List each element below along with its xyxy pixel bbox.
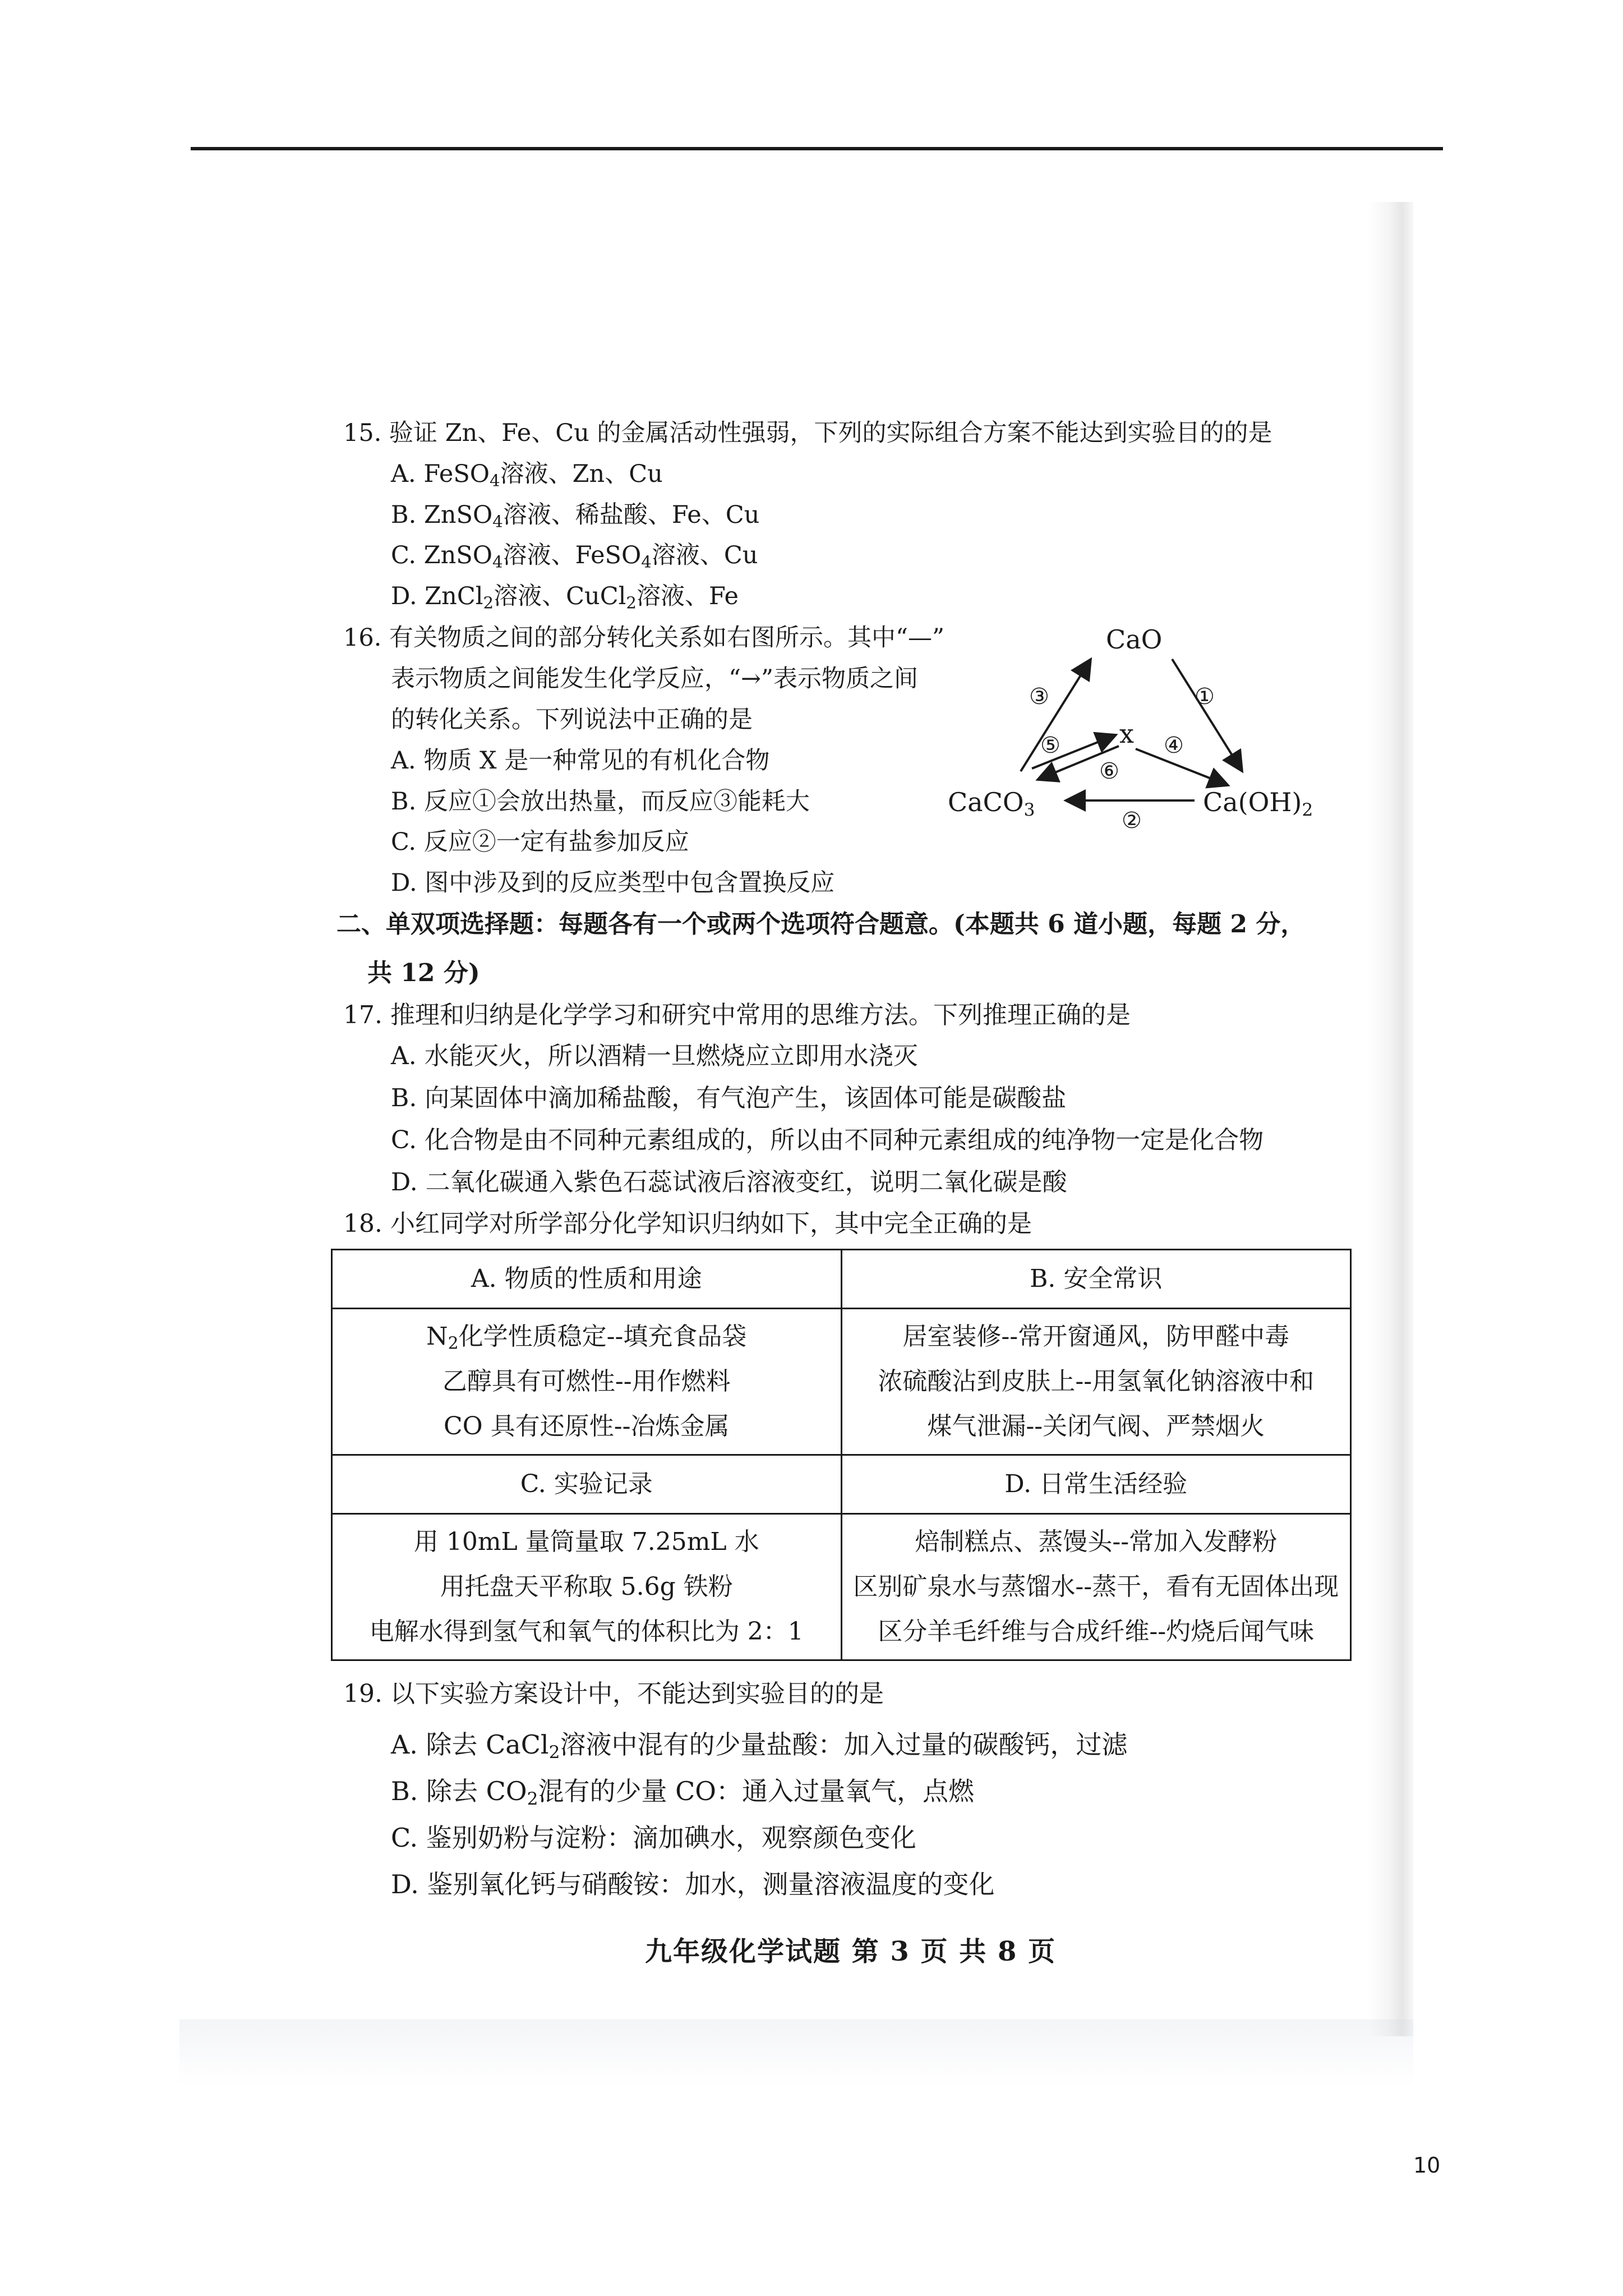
cell-b-line1: 居室装修--常开窗通风，防甲醛中毒 [902,1322,1290,1351]
q15-option-d: D. ZnCl$_2$溶液、CuCl$_2$溶液、Fe [391,582,739,613]
section2-heading-line1: 二、单双项选择题：每题各有一个或两个选项符合题意。(本题共 6 道小题，每题 2 分， [336,910,1306,938]
section2-heading-line2: 共 12 分) [367,959,480,987]
q17-option-a: A. 水能灭火，所以酒精一旦燃烧应立即用水浇灭 [391,1042,918,1070]
cell-a-line1: $N_2$化学性质稳定--填充食品袋 [426,1322,747,1354]
scan-tint [179,2019,1413,2087]
cell-d-line1: 焙制糕点、蒸馒头--常加入发酵粉 [915,1527,1278,1556]
node-x: x [1119,719,1134,749]
q15-option-c: C. ZnSO$_4$溶液、FeSO$_4$溶液、Cu [391,541,758,572]
node-caco3: CaCO$_3$ [948,787,1035,820]
table-head-a: A. 物质的性质和用途 [332,1250,842,1309]
node-cao: CaO [1106,624,1163,655]
q16-stem-line3: 的转化关系。下列说法中正确的是 [391,706,753,734]
label-4: ④ [1164,733,1184,758]
q16-option-c: C. 反应②一定有盐参加反应 [391,828,689,856]
q17-option-d: D. 二氧化碳通入紫色石蕊试液后溶液变红，说明二氧化碳是酸 [391,1168,1067,1197]
q15-stem: 15. 验证 Zn、Fe、Cu 的金属活动性强弱，下列的实际组合方案不能达到实验目的的是 [343,419,1272,447]
q19-stem: 19. 以下实验方案设计中，不能达到实验目的的是 [343,1680,884,1708]
q16-option-d: D. 图中涉及到的反应类型中包含置换反应 [391,869,835,897]
cell-c-line2: 用托盘天平称取 5.6g 铁粉 [440,1572,733,1601]
q15-option-a: A. FeSO$_4$溶液、Zn、Cu [391,460,663,490]
q17-option-b: B. 向某固体中滴加稀盐酸，有气泡产生，该固体可能是碳酸盐 [391,1084,1067,1112]
node-caoh2: $Ca(OH)_2$ [1203,787,1313,820]
q16-option-b: B. 反应①会放出热量，而反应③能耗大 [391,788,810,816]
label-2: ② [1122,808,1142,834]
cell-b-line2: 浓硫酸沾到皮肤上--用氢氧化钠溶液中和 [878,1367,1315,1396]
q16-option-a: A. 物质 X 是一种常见的有机化合物 [391,747,770,775]
cell-c-line1: 用 10mL 量筒量取 7.25mL 水 [413,1527,759,1556]
q17-option-c: C. 化合物是由不同种元素组成的，所以由不同种元素组成的纯净物一定是化合物 [391,1126,1264,1154]
cell-a-line2: 乙醇具有可燃性--用作燃料 [442,1367,731,1396]
q19-option-d: D. 鉴别氧化钙与硝酸铵：加水，测量溶液温度的变化 [391,1869,995,1899]
paper-edge-shadow [1368,202,1413,2036]
cell-c-line3: 电解水得到氢气和氧气的体积比为 2：1 [369,1617,804,1646]
q15-option-b: B. ZnSO$_4$溶液、稀盐酸、Fe、Cu [391,501,760,531]
q19-option-c: C. 鉴别奶粉与淀粉：滴加碘水，观察颜色变化 [391,1823,916,1853]
label-6: ⑥ [1099,758,1119,784]
label-1: ① [1195,684,1215,710]
table-head-b: B. 安全常识 [841,1250,1351,1309]
table-cell-c [332,1514,842,1660]
q17-stem: 17. 推理和归纳是化学学习和研究中常用的思维方法。下列推理正确的是 [343,1001,1131,1029]
cell-a-line3: CO 具有还原性--冶炼金属 [444,1412,730,1441]
page-number: 10 [1413,2153,1441,2178]
conversion-diagram [948,625,1312,844]
q18-stem: 18. 小红同学对所学部分化学知识归纳如下，其中完全正确的是 [343,1209,1032,1238]
q19-option-b: B. 除去 $CO_2$混有的少量 CO：通入过量氧气，点燃 [391,1776,975,1809]
table-cell-a [332,1309,842,1455]
q16-stem-line2: 表示物质之间能发生化学反应，“→”表示物质之间 [391,665,918,693]
q16-stem-line1: 16. 有关物质之间的部分转化关系如右图所示。其中“—” [343,624,945,652]
page-footer: 九年级化学试题 第 3 页 共 8 页 [645,1936,1057,1967]
table-cell-b [841,1309,1351,1455]
cell-d-line2: 区别矿泉水与蒸馏水--蒸干，看有无固体出现 [853,1572,1339,1601]
label-3: ③ [1029,684,1049,710]
q18-table [331,1249,1352,1661]
table-cell-d [841,1514,1351,1660]
table-head-c: C. 实验记录 [332,1455,842,1514]
q19-option-a: A. 除去 CaCl$_2$溶液中混有的少量盐酸：加入过量的碳酸钙，过滤 [391,1729,1128,1763]
label-5: ⑤ [1040,733,1061,758]
top-rule [191,147,1443,150]
table-head-d: D. 日常生活经验 [841,1455,1351,1514]
cell-d-line3: 区分羊毛纤维与合成纤维--灼烧后闻气味 [878,1617,1315,1646]
cell-b-line3: 煤气泄漏--关闭气阀、严禁烟火 [927,1412,1265,1441]
